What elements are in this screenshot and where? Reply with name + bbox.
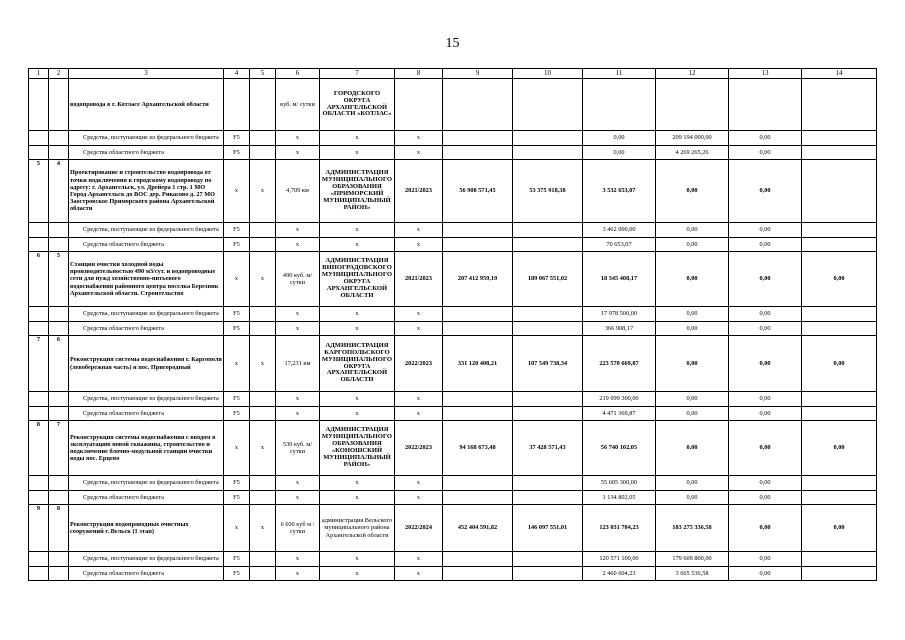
column-number: 9: [443, 69, 513, 79]
item-number: [49, 146, 69, 160]
total-cost: 331 120 408,21: [443, 336, 513, 392]
implementation-period: 2021/2023: [395, 160, 443, 223]
responsible-agency: x: [320, 223, 395, 238]
amount-col-14: [802, 238, 877, 252]
code-5: x: [250, 160, 276, 223]
responsible-agency: ГОРОДСКОГО ОКРУГА АРХАНГЕЛЬСКОЙ ОБЛАСТИ «КОТЛАС»: [320, 79, 395, 131]
amount-col-13: 0,00: [729, 131, 802, 146]
funding-source-row: [29, 392, 877, 407]
code-5: [250, 307, 276, 322]
code-5: [250, 567, 276, 581]
column-number: 5: [250, 69, 276, 79]
object-name: Средства, поступающие из федерального бюджета: [69, 223, 224, 238]
amount-col-11: 2 460 604,23: [583, 567, 656, 581]
column-number: 10: [513, 69, 583, 79]
object-name: Средства, поступающие из федерального бюджета: [69, 476, 224, 491]
code-5: [250, 131, 276, 146]
item-number: [49, 491, 69, 505]
implementation-period: 2021/2023: [395, 252, 443, 307]
implementation-period: x: [395, 491, 443, 505]
object-name: Средства областного бюджета: [69, 491, 224, 505]
amount-col-13: 0,00: [729, 322, 802, 336]
capacity: 530 куб. м/сутки: [276, 421, 320, 476]
column-number: 11: [583, 69, 656, 79]
funding-source-row: [29, 131, 877, 146]
amount-col-12: 0,00: [656, 407, 729, 421]
object-name: Реконструкция системы водоснабжения г. Каргополя (левобережная часть) и пос. Пригородный: [69, 336, 224, 392]
implementation-period: 2022/2024: [395, 505, 443, 552]
table-row: [29, 160, 877, 223]
total-cost: 207 412 959,19: [443, 252, 513, 307]
amount-col-10: [513, 407, 583, 421]
code-5: x: [250, 252, 276, 307]
funding-source-row: [29, 307, 877, 322]
column-number: 13: [729, 69, 802, 79]
column-number: 12: [656, 69, 729, 79]
responsible-agency: x: [320, 567, 395, 581]
item-number: [49, 552, 69, 567]
code-4: F5: [224, 223, 250, 238]
responsible-agency: x: [320, 238, 395, 252]
amount-col-13: 0,00: [729, 567, 802, 581]
total-cost: [443, 79, 513, 131]
code-4: F5: [224, 491, 250, 505]
amount-col-10: [513, 392, 583, 407]
implementation-period: x: [395, 131, 443, 146]
amount-col-11: 18 345 408,17: [583, 252, 656, 307]
total-cost: 94 168 673,48: [443, 421, 513, 476]
amount-col-12: [656, 79, 729, 131]
amount-col-11: [583, 79, 656, 131]
responsible-agency: x: [320, 392, 395, 407]
total-cost: [443, 552, 513, 567]
column-number: 8: [395, 69, 443, 79]
funding-source-row: [29, 223, 877, 238]
funding-source-row: [29, 146, 877, 160]
item-number: [49, 79, 69, 131]
table-row: [29, 421, 877, 476]
amount-col-11: 223 570 669,87: [583, 336, 656, 392]
responsible-agency: x: [320, 552, 395, 567]
amount-col-13: 0,00: [729, 505, 802, 552]
amount-col-14: [802, 307, 877, 322]
item-number: [49, 307, 69, 322]
amount-col-10: 107 549 738,34: [513, 336, 583, 392]
amount-col-10: [513, 79, 583, 131]
amount-col-14: [802, 131, 877, 146]
amount-col-12: 0,00: [656, 223, 729, 238]
implementation-period: x: [395, 322, 443, 336]
total-cost: [443, 223, 513, 238]
column-number: 6: [276, 69, 320, 79]
amount-col-10: [513, 552, 583, 567]
capacity: x: [276, 491, 320, 505]
object-name: водопровода в г. Котласе Архангельской области: [69, 79, 224, 131]
implementation-period: x: [395, 307, 443, 322]
table-row: [29, 252, 877, 307]
capacity: 6 600 куб м / сутки: [276, 505, 320, 552]
column-number: 2: [49, 69, 69, 79]
responsible-agency: АДМИНИСТРАЦИЯ КАРГОПОЛЬСКОГО МУНИЦИПАЛЬНОГО ОКРУГА АРХАНГЕЛЬСКОЙ ОБЛАСТИ: [320, 336, 395, 392]
amount-col-11: 3 532 653,07: [583, 160, 656, 223]
amount-col-14: [802, 476, 877, 491]
amount-col-11: 120 571 100,00: [583, 552, 656, 567]
code-5: [250, 392, 276, 407]
row-number: [29, 223, 49, 238]
amount-col-13: 0,00: [729, 476, 802, 491]
amount-col-10: [513, 223, 583, 238]
amount-col-14: [802, 407, 877, 421]
program-table: [28, 68, 877, 581]
amount-col-14: [802, 223, 877, 238]
amount-col-13: 0,00: [729, 421, 802, 476]
amount-col-12: 0,00: [656, 476, 729, 491]
total-cost: 452 404 591,82: [443, 505, 513, 552]
item-number: [49, 322, 69, 336]
amount-col-13: 0,00: [729, 491, 802, 505]
funding-source-row: [29, 322, 877, 336]
amount-col-12: 0,00: [656, 322, 729, 336]
amount-col-10: [513, 307, 583, 322]
amount-col-14: [802, 491, 877, 505]
capacity: 17,231 км: [276, 336, 320, 392]
column-number: 3: [69, 69, 224, 79]
amount-col-12: 0,00: [656, 307, 729, 322]
page-number: 15: [445, 36, 460, 51]
item-number: [49, 567, 69, 581]
amount-col-14: [802, 552, 877, 567]
total-cost: [443, 146, 513, 160]
amount-col-10: [513, 476, 583, 491]
amount-col-10: [513, 146, 583, 160]
implementation-period: 2022/2023: [395, 336, 443, 392]
object-name: Средства областного бюджета: [69, 407, 224, 421]
column-number: 14: [802, 69, 877, 79]
code-4: F5: [224, 476, 250, 491]
funding-source-row: [29, 407, 877, 421]
code-5: [250, 476, 276, 491]
row-number: [29, 392, 49, 407]
amount-col-12: 0,00: [656, 238, 729, 252]
amount-col-12: 0,00: [656, 160, 729, 223]
row-number: 8: [29, 421, 49, 476]
amount-col-14: [802, 79, 877, 131]
code-4: F5: [224, 307, 250, 322]
amount-col-12: 183 275 336,58: [656, 505, 729, 552]
item-number: 5: [49, 252, 69, 307]
code-4: F5: [224, 407, 250, 421]
amount-col-13: 0,00: [729, 252, 802, 307]
row-number: [29, 567, 49, 581]
implementation-period: 2022/2023: [395, 421, 443, 476]
amount-col-12: 3 665 536,58: [656, 567, 729, 581]
capacity: x: [276, 552, 320, 567]
item-number: [49, 223, 69, 238]
amount-col-14: 0,00: [802, 421, 877, 476]
funding-source-row: [29, 238, 877, 252]
amount-col-14: [802, 322, 877, 336]
row-number: [29, 476, 49, 491]
capacity: x: [276, 392, 320, 407]
code-5: x: [250, 505, 276, 552]
code-4: F5: [224, 146, 250, 160]
responsible-agency: x: [320, 491, 395, 505]
responsible-agency: x: [320, 407, 395, 421]
code-4: F5: [224, 238, 250, 252]
implementation-period: x: [395, 146, 443, 160]
amount-col-10: 146 097 551,01: [513, 505, 583, 552]
code-5: [250, 238, 276, 252]
amount-col-10: [513, 131, 583, 146]
column-number: 1: [29, 69, 49, 79]
amount-col-12: 0,00: [656, 252, 729, 307]
item-number: [49, 407, 69, 421]
amount-col-12: 4 269 265,26: [656, 146, 729, 160]
responsible-agency: x: [320, 307, 395, 322]
code-5: [250, 491, 276, 505]
row-number: 9: [29, 505, 49, 552]
responsible-agency: x: [320, 322, 395, 336]
implementation-period: x: [395, 552, 443, 567]
amount-col-10: 37 428 571,43: [513, 421, 583, 476]
amount-col-11: 0,00: [583, 131, 656, 146]
implementation-period: x: [395, 392, 443, 407]
capacity: x: [276, 567, 320, 581]
item-number: [49, 392, 69, 407]
object-name: Средства, поступающие из федерального бюджета: [69, 392, 224, 407]
amount-col-12: 0,00: [656, 421, 729, 476]
amount-col-13: 0,00: [729, 223, 802, 238]
implementation-period: x: [395, 567, 443, 581]
amount-col-10: 53 375 918,38: [513, 160, 583, 223]
table-row: [29, 336, 877, 392]
amount-col-11: 55 605 300,00: [583, 476, 656, 491]
capacity: 490 куб. м/ сутки: [276, 252, 320, 307]
code-4: x: [224, 336, 250, 392]
code-5: [250, 552, 276, 567]
amount-col-14: [802, 146, 877, 160]
item-number: 6: [49, 336, 69, 392]
column-number: 4: [224, 69, 250, 79]
row-number: [29, 79, 49, 131]
capacity: x: [276, 146, 320, 160]
funding-source-row: [29, 567, 877, 581]
funding-source-row: [29, 491, 877, 505]
amount-col-12: 0,00: [656, 336, 729, 392]
capacity: x: [276, 223, 320, 238]
item-number: 7: [49, 421, 69, 476]
implementation-period: x: [395, 407, 443, 421]
responsible-agency: АДМИНИСТРАЦИЯ ВИНОГРАДОВСКОГО МУНИЦИПАЛЬНОГО ОКРУГА АРХАНГЕЛЬСКОЙ ОБЛАСТИ: [320, 252, 395, 307]
amount-col-10: [513, 238, 583, 252]
header-row: [29, 69, 877, 79]
capacity: x: [276, 307, 320, 322]
object-name: Реконструкция системы водоснабжения с вводом в эксплуатацию новой скважины, строительство и подключение блочно-модульной станции очистки воды пос. Ерцево: [69, 421, 224, 476]
item-number: [49, 238, 69, 252]
code-4: [224, 79, 250, 131]
amount-col-11: 123 031 704,23: [583, 505, 656, 552]
row-number: [29, 407, 49, 421]
row-number: [29, 238, 49, 252]
funding-source-row: [29, 552, 877, 567]
amount-col-14: 0,00: [802, 505, 877, 552]
amount-col-14: 0,00: [802, 336, 877, 392]
amount-col-14: [802, 567, 877, 581]
amount-col-11: 219 099 300,00: [583, 392, 656, 407]
code-5: [250, 322, 276, 336]
total-cost: [443, 491, 513, 505]
total-cost: [443, 392, 513, 407]
code-4: F5: [224, 392, 250, 407]
capacity: x: [276, 238, 320, 252]
amount-col-12: 0,00: [656, 491, 729, 505]
object-name: Средства областного бюджета: [69, 238, 224, 252]
row-number: [29, 131, 49, 146]
amount-col-10: 189 067 551,02: [513, 252, 583, 307]
code-4: x: [224, 421, 250, 476]
row-number: 6: [29, 252, 49, 307]
object-name: Средства, поступающие из федерального бюджета: [69, 552, 224, 567]
item-number: [49, 131, 69, 146]
amount-col-13: 0,00: [729, 336, 802, 392]
row-number: [29, 552, 49, 567]
row-number: [29, 307, 49, 322]
implementation-period: x: [395, 223, 443, 238]
amount-col-14: 0,00: [802, 252, 877, 307]
code-5: [250, 146, 276, 160]
amount-col-12: 209 194 000,00: [656, 131, 729, 146]
implementation-period: [395, 79, 443, 131]
amount-col-11: 366 908,17: [583, 322, 656, 336]
amount-col-11: 4 471 369,87: [583, 407, 656, 421]
amount-col-13: 0,00: [729, 146, 802, 160]
total-cost: [443, 407, 513, 421]
amount-col-12: 179 609 800,00: [656, 552, 729, 567]
amount-col-13: 0,00: [729, 392, 802, 407]
code-5: x: [250, 336, 276, 392]
amount-col-13: 0,00: [729, 407, 802, 421]
amount-col-10: [513, 567, 583, 581]
amount-col-11: 1 134 802,05: [583, 491, 656, 505]
amount-col-11: 70 653,07: [583, 238, 656, 252]
responsible-agency: АДМИНИСТРАЦИЯ МУНИЦИПАЛЬНОГО ОБРАЗОВАНИЯ «КОНОШСКИЙ МУНИЦИПАЛЬНЫЙ РАЙОН»: [320, 421, 395, 476]
object-name: Средства, поступающие из федерального бюджета: [69, 307, 224, 322]
table-row: [29, 505, 877, 552]
object-name: Станция очистки холодной воды производительностью 490 м3/сут. и водопроводные сети для нужд хозяйственно-питьевого водоснабжения районного центра поселка Березник Архангельской области. Строительство: [69, 252, 224, 307]
row-number: [29, 491, 49, 505]
object-name: Средства областного бюджета: [69, 146, 224, 160]
row-number: 5: [29, 160, 49, 223]
code-4: x: [224, 160, 250, 223]
amount-col-13: 0,00: [729, 160, 802, 223]
responsible-agency: x: [320, 476, 395, 491]
code-5: [250, 407, 276, 421]
table-row: [29, 79, 877, 131]
code-5: [250, 79, 276, 131]
amount-col-13: 0,00: [729, 552, 802, 567]
amount-col-14: [802, 392, 877, 407]
capacity: 4,709 км: [276, 160, 320, 223]
responsible-agency: администрация Вельского муниципального района Архангельской области: [320, 505, 395, 552]
implementation-period: x: [395, 476, 443, 491]
code-4: x: [224, 505, 250, 552]
code-4: F5: [224, 131, 250, 146]
responsible-agency: x: [320, 131, 395, 146]
amount-col-11: 0,00: [583, 146, 656, 160]
item-number: 4: [49, 160, 69, 223]
object-name: Средства областного бюджета: [69, 567, 224, 581]
total-cost: [443, 567, 513, 581]
amount-col-12: 0,00: [656, 392, 729, 407]
item-number: [49, 476, 69, 491]
amount-col-11: 17 978 500,00: [583, 307, 656, 322]
amount-col-13: 0,00: [729, 307, 802, 322]
total-cost: [443, 307, 513, 322]
implementation-period: x: [395, 238, 443, 252]
amount-col-13: 0,00: [729, 238, 802, 252]
total-cost: [443, 476, 513, 491]
column-number: 7: [320, 69, 395, 79]
amount-col-11: 3 462 000,00: [583, 223, 656, 238]
capacity: x: [276, 476, 320, 491]
object-name: Реконструкция водопроводных очистных сооружений г. Вельск (1 этап): [69, 505, 224, 552]
code-4: F5: [224, 322, 250, 336]
object-name: Средства областного бюджета: [69, 322, 224, 336]
code-5: x: [250, 421, 276, 476]
responsible-agency: АДМИНИСТРАЦИЯ МУНИЦИПАЛЬНОГО ОБРАЗОВАНИЯ «ПРИМОРСКИЙ МУНИЦИПАЛЬНЫЙ РАЙОН»: [320, 160, 395, 223]
total-cost: [443, 238, 513, 252]
code-4: x: [224, 252, 250, 307]
item-number: 8: [49, 505, 69, 552]
amount-col-11: 56 740 102,05: [583, 421, 656, 476]
row-number: [29, 146, 49, 160]
row-number: 7: [29, 336, 49, 392]
capacity: x: [276, 131, 320, 146]
object-name: Проектирование и строительство водопровода от точки подключения к городскому водопроводу по адресу: г. Архангельск, ул. Дрейера 1 стр. 1 МО Город Архангельск до ВОС дер. Рикасово д. 27 МО Заостровское Приморского района Архангельской области: [69, 160, 224, 223]
amount-col-13: [729, 79, 802, 131]
amount-col-10: [513, 322, 583, 336]
amount-col-14: [802, 160, 877, 223]
responsible-agency: x: [320, 146, 395, 160]
total-cost: [443, 322, 513, 336]
row-number: [29, 322, 49, 336]
code-4: F5: [224, 567, 250, 581]
total-cost: [443, 131, 513, 146]
code-5: [250, 223, 276, 238]
capacity: x: [276, 322, 320, 336]
capacity: куб. м/ сутки: [276, 79, 320, 131]
object-name: Средства, поступающие из федерального бюджета: [69, 131, 224, 146]
capacity: x: [276, 407, 320, 421]
amount-col-10: [513, 491, 583, 505]
code-4: F5: [224, 552, 250, 567]
funding-source-row: [29, 476, 877, 491]
total-cost: 56 908 571,45: [443, 160, 513, 223]
